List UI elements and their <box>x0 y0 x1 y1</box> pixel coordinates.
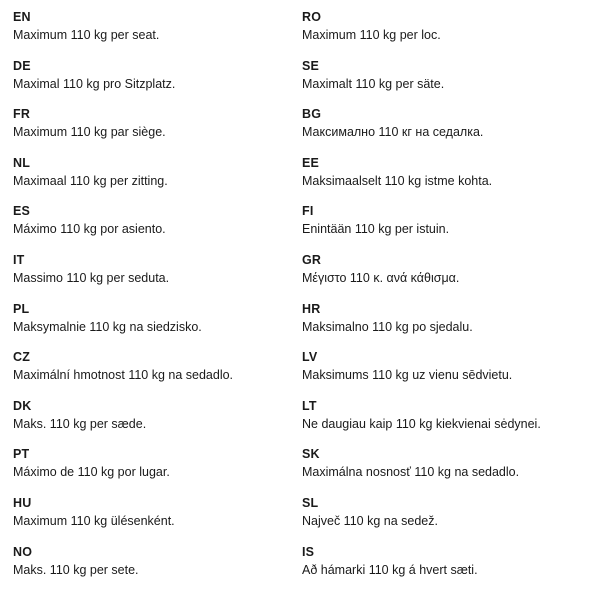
language-entry-hu <box>13 495 303 544</box>
language-code: PT <box>13 447 30 462</box>
language-text: Maximaal 110 kg per zitting. <box>13 173 168 188</box>
language-entry-gr <box>302 252 592 301</box>
language-entry-en <box>13 9 303 58</box>
right-language-column <box>302 9 592 592</box>
language-entry-it <box>13 252 303 301</box>
language-text: Максимално 110 кг на седалка. <box>302 125 484 140</box>
language-text: Maximum 110 kg per loc. <box>302 28 441 42</box>
language-code: HU <box>13 495 32 510</box>
language-entry-no <box>13 544 303 593</box>
language-entry-sk <box>302 446 592 495</box>
language-code: RO <box>302 10 322 24</box>
language-text: Að hámarki 110 kg á hvert sæti. <box>302 562 478 577</box>
language-code: SL <box>302 495 319 510</box>
language-text: Maximum 110 kg ülésenként. <box>13 513 175 528</box>
language-text: Maks. 110 kg per sæde. <box>13 416 147 431</box>
language-text: Največ 110 kg na sedež. <box>302 513 438 528</box>
language-text: Μέγιστο 110 κ. ανά κάθισμα. <box>302 270 460 285</box>
language-code: NO <box>13 544 33 559</box>
language-code: HR <box>302 301 321 316</box>
language-entry-es <box>13 203 303 252</box>
language-text: Maximální hmotnost 110 kg na sedadlo. <box>13 368 234 383</box>
language-code: IS <box>302 544 315 559</box>
language-entry-hr <box>302 301 592 350</box>
language-entry-de <box>13 58 303 107</box>
language-text: Enintään 110 kg per istuin. <box>302 222 450 237</box>
language-code: GR <box>302 252 322 267</box>
language-code: DK <box>13 398 32 413</box>
language-entry-cz <box>13 349 303 398</box>
language-code: PL <box>13 301 30 316</box>
language-text: Maximal 110 kg pro Sitzplatz. <box>13 76 176 91</box>
language-code: CZ <box>13 350 31 365</box>
language-entry-pt <box>13 446 303 495</box>
language-code: BG <box>302 107 322 122</box>
language-code: EN <box>13 10 31 24</box>
language-text: Maksymalnie 110 kg na siedzisko. <box>13 319 202 334</box>
language-code: SK <box>302 447 320 462</box>
language-code: NL <box>13 155 31 170</box>
language-entry-sl <box>302 495 592 544</box>
language-entry-lt <box>302 398 592 447</box>
language-entry-se <box>302 58 592 107</box>
language-entry-ee <box>302 155 592 204</box>
language-entry-dk <box>13 398 303 447</box>
language-code: LT <box>302 398 317 413</box>
language-text: Maksimaalselt 110 kg istme kohta. <box>302 173 493 188</box>
language-code: IT <box>13 252 25 267</box>
language-code: FR <box>13 107 31 122</box>
language-entry-bg <box>302 106 592 155</box>
language-entry-fr <box>13 106 303 155</box>
language-code: ES <box>13 204 31 219</box>
language-entry-is <box>302 544 592 593</box>
language-entry-fi <box>302 203 592 252</box>
language-text: Massimo 110 kg per seduta. <box>13 270 170 285</box>
language-text: Máximo 110 kg por asiento. <box>13 222 166 237</box>
language-text: Maksimums 110 kg uz vienu sēdvietu. <box>302 368 513 383</box>
language-text: Maks. 110 kg per sete. <box>13 562 139 577</box>
language-code: DE <box>13 58 31 73</box>
language-code: EE <box>302 155 320 170</box>
language-entry-pl <box>13 301 303 350</box>
language-entry-ro <box>302 9 592 58</box>
language-text: Maximalt 110 kg per säte. <box>302 76 445 91</box>
language-text: Maximum 110 kg per seat. <box>13 28 160 42</box>
language-text: Máximo de 110 kg por lugar. <box>13 465 170 480</box>
language-code: FI <box>302 204 314 219</box>
language-entry-nl <box>13 155 303 204</box>
language-code: SE <box>302 58 320 73</box>
language-text: Maksimalno 110 kg po sjedalu. <box>302 319 473 334</box>
language-text: Maximum 110 kg par siège. <box>13 125 166 140</box>
language-code: LV <box>302 350 318 365</box>
left-language-column <box>13 9 303 592</box>
language-entry-lv <box>302 349 592 398</box>
language-text: Ne daugiau kaip 110 kg kiekvienai sėdynei. <box>302 416 541 431</box>
language-text: Maximálna nosnosť 110 kg na sedadlo. <box>302 465 520 480</box>
